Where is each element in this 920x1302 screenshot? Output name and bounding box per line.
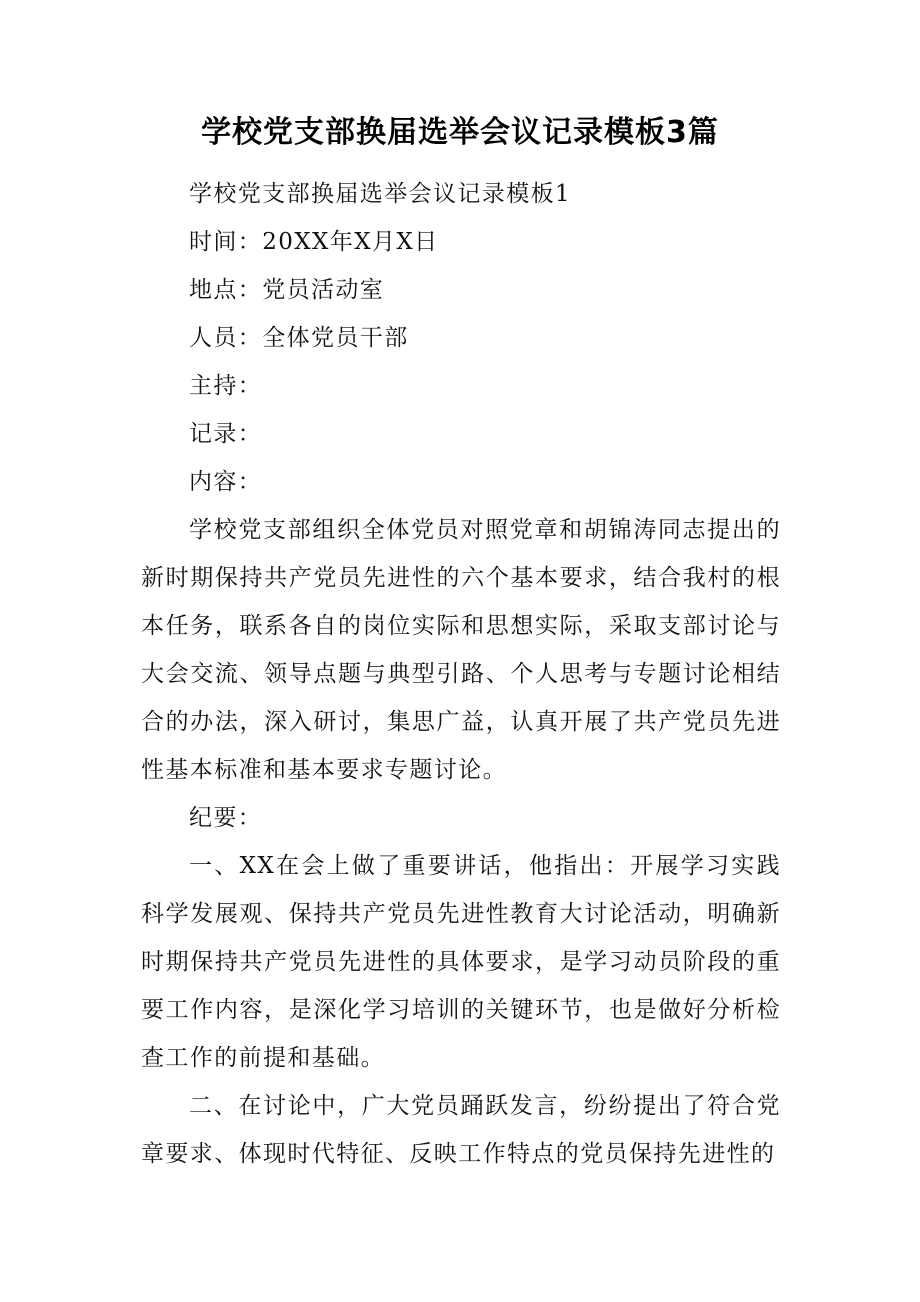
meeting-host: 主持： [189, 373, 263, 399]
meeting-attendees: 人员：全体党员干部 [189, 325, 409, 351]
meeting-content-label: 内容： [189, 469, 263, 495]
paragraph-point-two: 二、在讨论中，广大党员踊跃发言，纷纷提出了符合党章要求、体现时代特征、反映工作特点的党员保持先进性的 [141, 1093, 781, 1167]
document-body [141, 170, 781, 1178]
meeting-place: 地点：党员活动室 [189, 277, 385, 303]
paragraph-minutes-label: 纪要： [189, 805, 263, 831]
meeting-time: 时间：20XX年X月X日 [189, 229, 439, 255]
paragraph-intro: 学校党支部组织全体党员对照党章和胡锦涛同志提出的新时期保持共产党员先进性的六个基本要求，结合我村的根本任务，联系各自的岗位实际和思想实际，采取支部讨论与大会交流、领导点题与典型引路、个人思考与专题讨论相结合的办法，深入研讨，集思广益，认真开展了共产党员先进性基本标准和基本要求专题讨论。 [141, 517, 781, 783]
meeting-recorder: 记录： [189, 421, 263, 447]
document-title: 学校党支部换届选举会议记录模板3篇 [201, 115, 719, 150]
paragraph-point-one: 一、XX在会上做了重要讲话，他指出：开展学习实践科学发展观、保持共产党员先进性教育大讨论活动，明确新时期保持共产党员先进性的具体要求，是学习动员阶段的重要工作内容，是深化学习培训的关键环节，也是做好分析检查工作的前提和基础。 [141, 853, 781, 1071]
template-subtitle: 学校党支部换届选举会议记录模板1 [189, 181, 572, 207]
